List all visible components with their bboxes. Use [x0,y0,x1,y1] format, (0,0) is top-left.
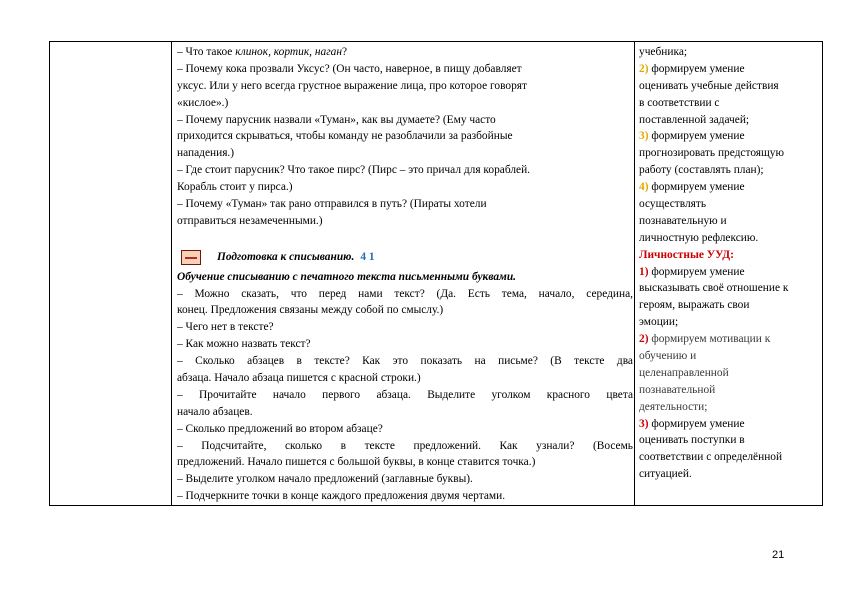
text-line: предложений. Начало пишется с большой буквы, в конце ставится точка.) [177,456,536,469]
uud-heading: Личностные УУД: [639,248,734,261]
column-divider-1 [171,42,172,505]
text-line: соответствии с определённой [639,451,783,464]
text-line: – Как можно назвать текст? [177,338,311,351]
text-line: – Сколько предложений во втором абзаце? [177,422,383,435]
text-line: – Почему парусник назвали «Туман», как вы думаете? (Ему часто [177,113,496,126]
text-line: героям, выражать свои [639,299,750,312]
text-line: уксус. Или у него всегда грустное выражение лица, про которое говорят [177,79,527,92]
text-line: оценивать поступки в [639,434,745,447]
text-line: конец. Предложения связаны между собой по смыслу.) [177,304,444,317]
text-line: в соответствии с [639,96,720,109]
text-line: – Почему «Туман» так рано отправился в путь? (Пираты хотели [177,198,487,211]
text-line: – Выделите уголком начало предложений (заглавные буквы). [177,473,473,486]
text-line: – Подсчитайте, сколько в тексте предложений. Как узнали? (Восемь [177,439,633,452]
text-line: – Где стоит парусник? Что такое пирс? (Пирс – это причал для кораблей. [177,164,531,177]
text-line: начало абзацев. [177,405,253,418]
list-item: 4) формируем умение [639,181,745,194]
text-line: эмоции; [639,316,679,329]
text-line: обучению и [639,350,697,363]
list-item: 2) формируем умение [639,62,745,75]
text-line: целенаправленной [639,366,729,379]
text-line: – Сколько абзацев в тексте? Как это показать на письме? (В тексте два [177,355,633,368]
text-line: познавательную и [639,214,727,227]
text-line: работу (составлять план); [639,164,764,177]
page-number: 21 [772,549,785,561]
text-line: высказывать своё отношение к [639,282,789,295]
section-title: Подготовка к списыванию. [217,251,355,264]
text-line: – Прочитайте начало первого абзаца. Выделите уголком красного цвета [177,388,633,401]
text-line: – Можно сказать, что перед нами текст? (Да. Есть тема, начало, середина, [177,287,633,300]
text-line: нападения.) [177,147,235,160]
text-line: прогнозировать предстоящую [639,147,785,160]
text-line: – Что такое клинок, кортик, наган? [177,46,348,58]
text-line: «кислое».) [177,96,229,109]
notebook-icon [181,250,201,265]
text-line: познавательной [639,383,716,396]
text-line: деятельности; [639,400,708,413]
section-subtitle: Обучение списыванию с печатного текста письменными буквами. [177,270,517,283]
section-numbers: 4 1 [360,251,375,264]
text-line: учебника; [639,46,688,58]
text-line: Корабль стоит у пирса.) [177,181,293,194]
section-header [177,247,633,269]
column-divider-2 [634,42,635,505]
text-line: – Чего нет в тексте? [177,321,274,334]
text-line: отправиться незамеченными.) [177,214,323,227]
text-line: – Почему кока прозвали Уксус? (Он часто, наверное, в пищу добавляет [177,62,522,75]
text-line: – Подчеркните точки в конце каждого предложения двумя чертами. [177,490,506,503]
uud-column [639,44,822,483]
text-line: абзаца. Начало абзаца пишется с красной строки.) [177,372,421,385]
text-line: оценивать учебные действия [639,79,779,92]
list-item: 1) формируем умение [639,265,745,278]
text-line: приходится скрываться, чтобы команду не разоблачили за разбойные [177,130,513,143]
text-line: поставленной задачей; [639,113,750,126]
text-line: ситуацией. [639,468,692,481]
list-item: 3) формируем умение [639,130,745,143]
text-line: осуществлять [639,198,707,211]
list-item: 3) формируем умение [639,417,745,430]
text-line: личностную рефлексию. [639,231,759,244]
lesson-content-column [177,44,633,505]
list-item: 2) формируем мотивации к [639,333,771,346]
lesson-table [49,41,823,506]
